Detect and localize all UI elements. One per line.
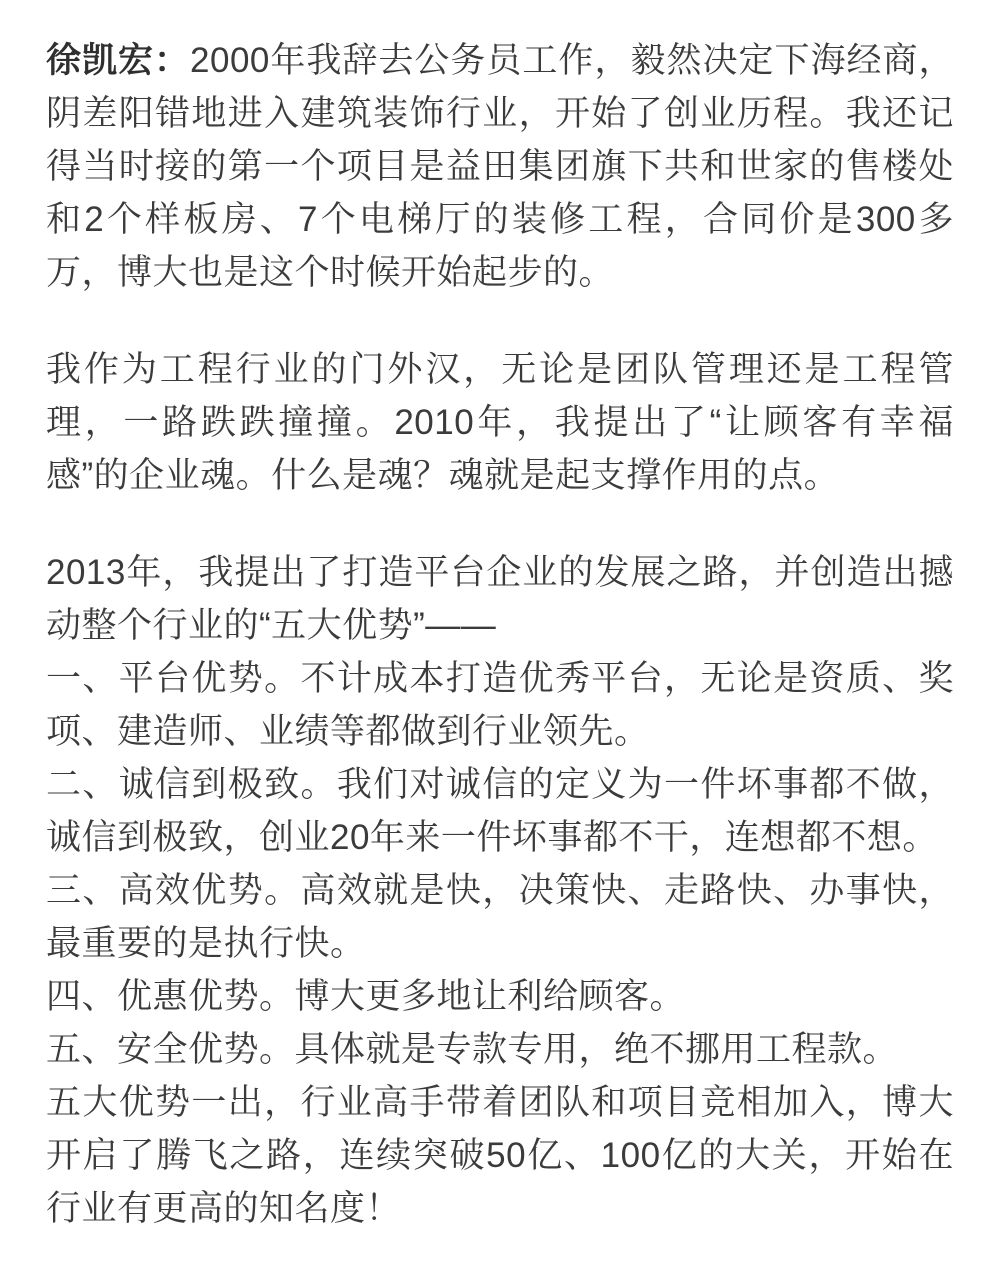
advantages-section xyxy=(46,546,954,1235)
advantage-item-3: 三、高效优势。高效就是快，决策快、走路快、办事快，最重要的是执行快。 xyxy=(46,871,954,963)
paragraph-intro xyxy=(46,34,954,299)
advantage-item-1: 一、平台优势。不计成本打造优秀平台，无论是资质、奖项、建造师、业绩等都做到行业领先。 xyxy=(46,659,954,751)
advantages-intro: 2013年，我提出了打造平台企业的发展之路，并创造出撼动整个行业的“五大优势”—— xyxy=(46,553,954,645)
advantage-item-4: 四、优惠优势。博大更多地让利给顾客。 xyxy=(46,977,686,1016)
advantage-item-5: 五、安全优势。具体就是专款专用，绝不挪用工程款。 xyxy=(46,1030,899,1069)
advantage-item-2: 二、诚信到极致。我们对诚信的定义为一件坏事都不做，诚信到极致，创业20年来一件坏事都不干，连想都不想。 xyxy=(46,765,954,857)
paragraph-second: 我作为工程行业的门外汉，无论是团队管理还是工程管理，一路跌跌撞撞。2010年，我提出了“让顾客有幸福感”的企业魂。什么是魂？魂就是起支撑作用的点。 xyxy=(46,350,954,495)
advantages-closing: 五大优势一出，行业高手带着团队和项目竞相加入，博大开启了腾飞之路，连续突破50亿、100亿的大关，开始在行业有更高的知名度！ xyxy=(46,1083,954,1228)
speaker-name: 徐凯宏： xyxy=(46,41,191,80)
paragraph-intro-text: 2000年我辞去公务员工作，毅然决定下海经商，阴差阳错地进入建筑装饰行业，开始了创业历程。我还记得当时接的第一个项目是益田集团旗下共和世家的售楼处和2个样板房、7个电梯厅的装修工程，合同价是300多万，博大也是这个时候开始起步的。 xyxy=(46,41,954,292)
